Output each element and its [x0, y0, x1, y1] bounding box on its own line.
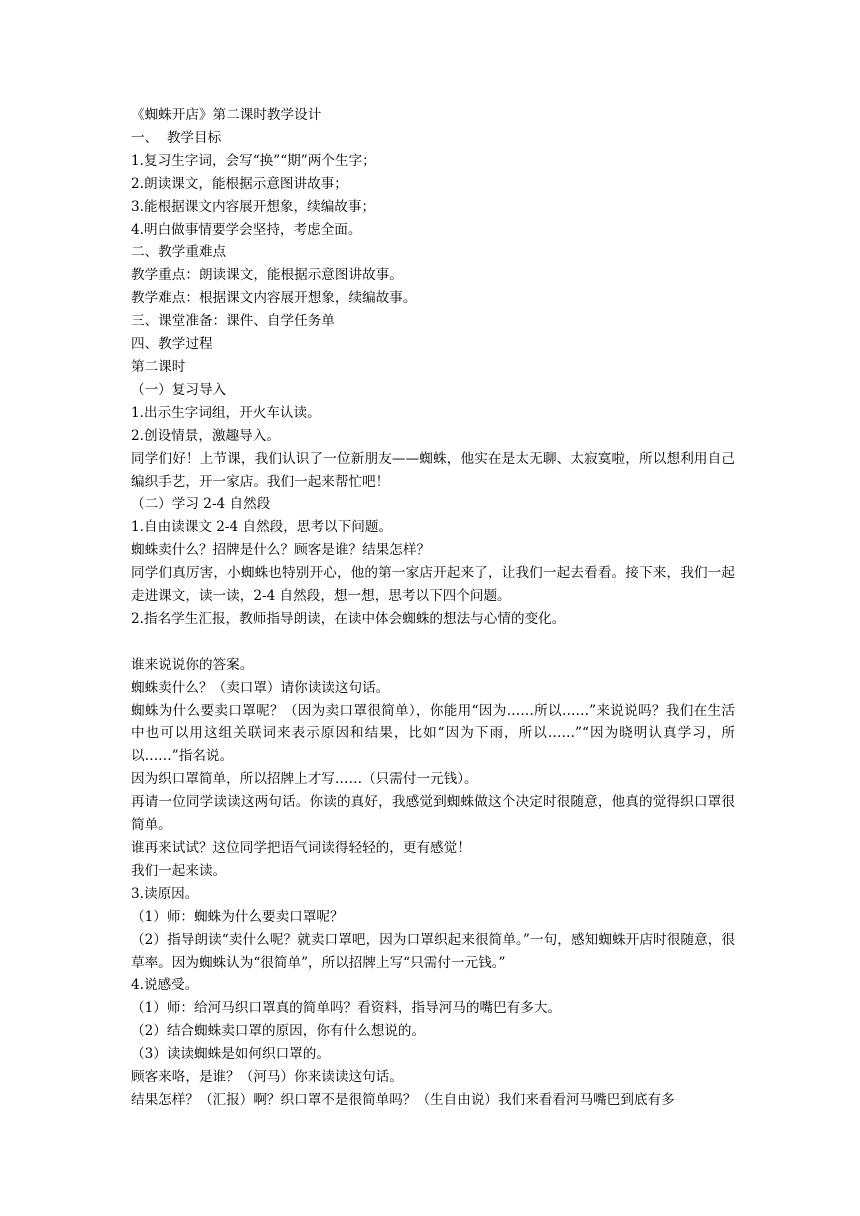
step-4-heading: 4.说感受。 — [131, 977, 199, 994]
questions-line: 蜘蛛卖什么？招牌是什么？顾客是谁？结果怎样？ — [131, 542, 431, 559]
subheading-review: （一）复习导入 — [131, 381, 227, 398]
key-point: 教学重点：朗读课文，能根据示意图讲故事。 — [131, 267, 403, 284]
section-heading-goals: 一、 教学目标 — [131, 129, 222, 146]
intro-paragraph: 同学们好！上节课，我们认识了一位新朋友——蜘蛛，他实在是太无聊、太寂寞啦，所以想利用自己编织手艺，开一家店。我们一起来帮忙吧！ — [131, 450, 735, 490]
document-title: 《蜘蛛开店》第二课时教学设计 — [131, 107, 322, 123]
document-body — [131, 104, 735, 1112]
subheading-study: （二）学习 2-4 自然段 — [131, 496, 271, 513]
goal-item-1: 1.复习生字词，会写“换”“期”两个生字； — [131, 152, 376, 169]
study-paragraph: 同学们真厉害，小蜘蛛也特别开心，他的第一家店开起来了，让我们一起去看看。接下来，我们一起走进课文，读一读，2-4 自然段，想一想，思考以下四个问题。 — [131, 565, 735, 605]
discussion-line-1: 谁来说说你的答案。 — [131, 656, 254, 673]
step-4-item-2: （2）结合蜘蛛卖口罩的原因，你有什么想说的。 — [131, 1023, 426, 1040]
goal-item-2: 2.朗读课文，能根据示意图讲故事； — [131, 175, 348, 192]
goal-item-3: 3.能根据课文内容展开想象，续编故事； — [131, 198, 376, 215]
section-heading-process: 四、教学过程 — [131, 336, 213, 353]
blank-line — [131, 631, 735, 654]
step-3-item-1: （1）师：蜘蛛为什么要卖口罩呢？ — [131, 908, 344, 925]
discussion-line-5: 我们一起来读。 — [131, 862, 227, 879]
step-3-heading: 3.读原因。 — [131, 885, 199, 902]
discussion-paragraph-1: 蜘蛛为什么要卖口罩呢？（因为卖口罩很简单），你能用“因为……所以……”来说说吗？我们在生活中也可以用这组关联词来表示原因和结果，比如“因为下雨，所以……”“因为晓明认真学习，所以……”指名说。 — [131, 702, 735, 765]
discussion-line-4: 谁再来试试？这位同学把语气词读得轻轻的，更有感觉！ — [131, 839, 471, 856]
step-4-item-3: （3）读读蜘蛛是如何织口罩的。 — [131, 1046, 330, 1063]
goal-item-4: 4.明白做事情要学会坚持，考虑全面。 — [131, 221, 362, 238]
lesson-label: 第二课时 — [131, 358, 186, 375]
study-step-1: 1.自由读课文 2-4 自然段，思考以下问题。 — [131, 519, 393, 536]
step-3-item-2: （2）指导朗读“卖什么呢？就卖口罩吧，因为口罩织起来很简单。”一句，感知蜘蛛开店时很随意，很草率。因为蜘蛛认为“很简单”，所以招牌上写“只需付一元钱。” — [131, 931, 735, 971]
step-4-item-1: （1）师：给河马织口罩真的简单吗？看资料，指导河马的嘴巴有多大。 — [131, 1000, 562, 1017]
customer-line: 顾客来咯，是谁？（河马）你来读读这句话。 — [131, 1069, 403, 1086]
result-line: 结果怎样？（汇报）啊？织口罩不是很简单吗？（生自由说）我们来看看河马嘴巴到底有多 — [131, 1091, 675, 1108]
discussion-line-3: 因为织口罩简单，所以招牌上才写……（只需付一元钱）。 — [131, 771, 478, 788]
step-1: 1.出示生字词组，开火车认读。 — [131, 404, 321, 421]
section-heading-preparation: 三、课堂准备：课件、自学任务单 — [131, 313, 335, 330]
study-step-2: 2.指名学生汇报，教师指导朗读，在读中体会蜘蛛的想法与心情的变化。 — [131, 610, 566, 627]
step-2: 2.创设情景，激趣导入。 — [131, 427, 280, 444]
section-heading-key-points: 二、教学重难点 — [131, 244, 227, 261]
discussion-paragraph-2: 再请一位同学读读这两句话。你读的真好，我感觉到蜘蛛做这个决定时很随意，他真的觉得织口罩很简单。 — [131, 794, 735, 834]
discussion-line-2: 蜘蛛卖什么？（卖口罩）请你读读这句话。 — [131, 679, 390, 696]
difficult-point: 教学难点：根据课文内容展开想象，续编故事。 — [131, 290, 417, 307]
